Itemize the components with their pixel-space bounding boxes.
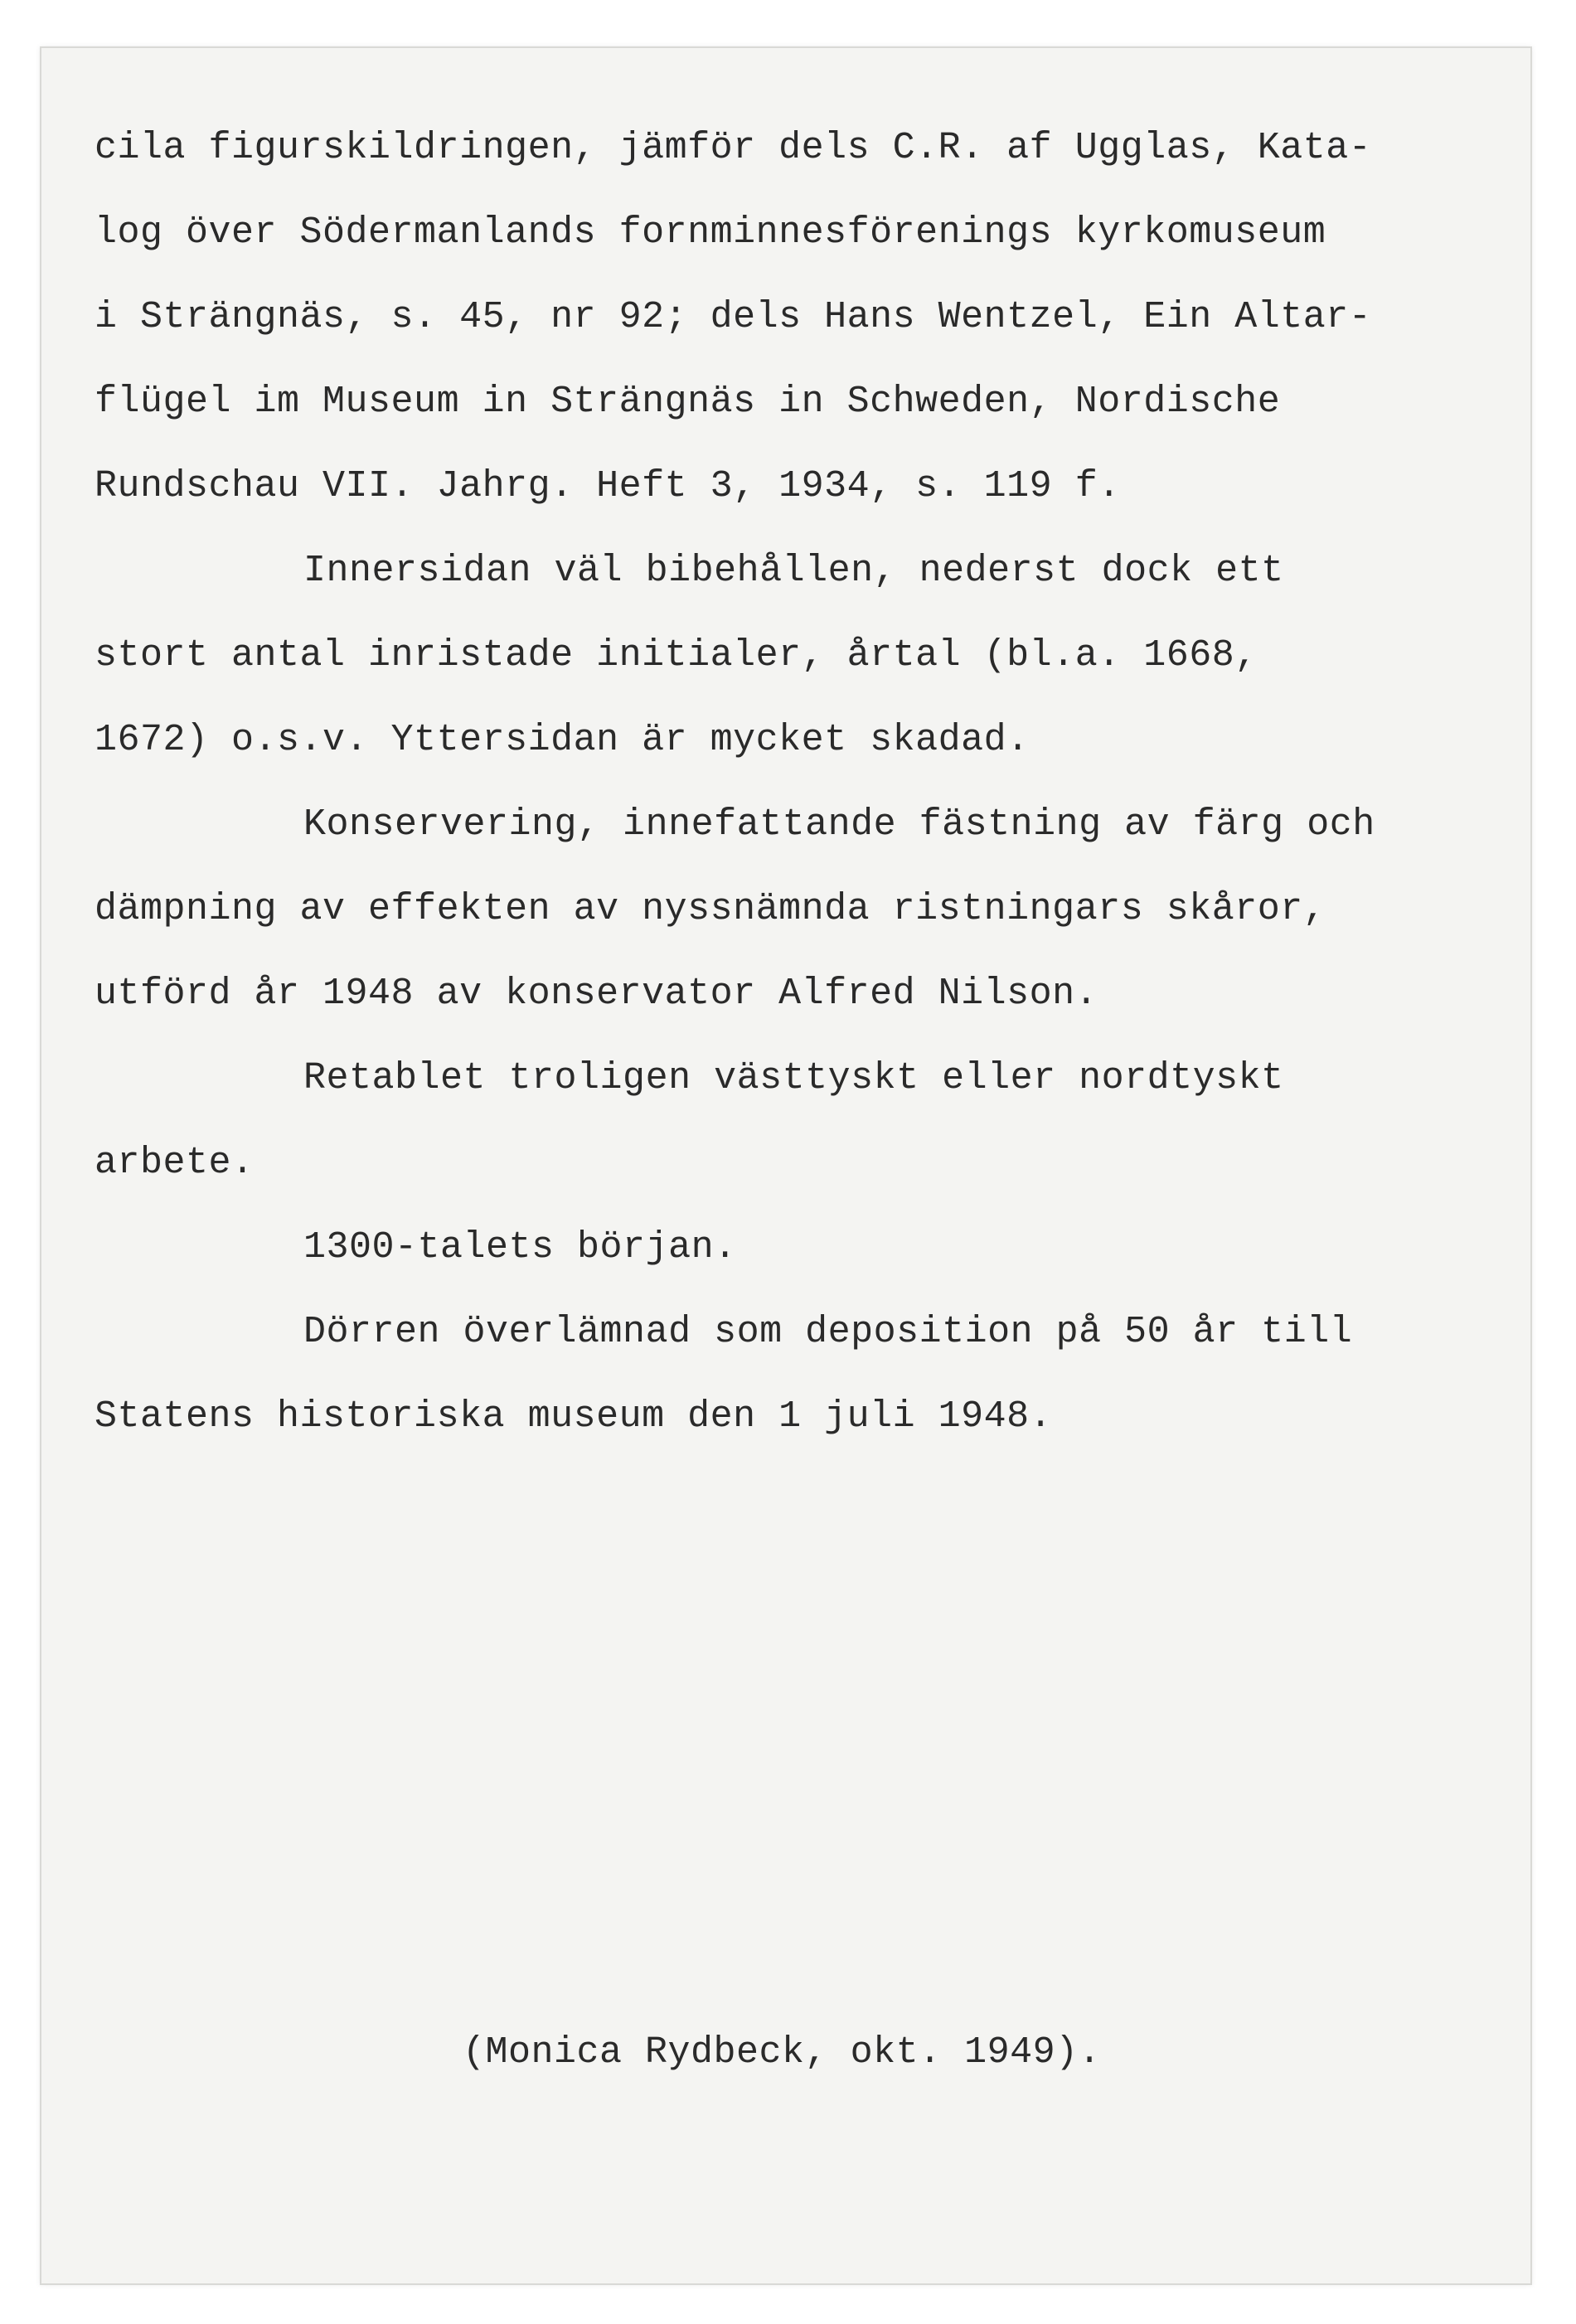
- text-line: cila figurskildringen, jämför dels C.R. af Ugglas, Kata-: [95, 127, 1372, 169]
- text-line: Konservering, innefattande fästning av färg och: [303, 803, 1375, 846]
- text-line: 1672) o.s.v. Yttersidan är mycket skadad.: [95, 719, 1030, 761]
- text-line: utförd år 1948 av konservator Alfred Nilson.: [95, 973, 1098, 1015]
- text-line: stort antal inristade initialer, årtal (bl.a. 1668,: [95, 634, 1258, 677]
- signature-line: (Monica Rydbeck, okt. 1949).: [463, 2031, 1102, 2074]
- text-line: dämpning av effekten av nyssnämnda ristningars skåror,: [95, 888, 1326, 930]
- text-line: log över Södermanlands fornminnesförenings kyrkomuseum: [95, 211, 1326, 254]
- text-line: Dörren överlämnad som deposition på 50 år till: [303, 1311, 1353, 1353]
- text-line: arbete.: [95, 1142, 255, 1184]
- text-line: Retablet troligen västtyskt eller nordtyskt: [303, 1057, 1284, 1099]
- text-line: i Strängnäs, s. 45, nr 92; dels Hans Wentzel, Ein Altar-: [95, 296, 1372, 338]
- text-line: flügel im Museum in Strängnäs in Schweden, Nordische: [95, 381, 1281, 423]
- text-line: 1300-talets början.: [303, 1226, 737, 1269]
- text-line: Innersidan väl bibehållen, nederst dock ett: [303, 550, 1284, 592]
- text-line: Statens historiska museum den 1 juli 1948.: [95, 1395, 1053, 1438]
- document-page: [40, 46, 1532, 2285]
- text-line: Rundschau VII. Jahrg. Heft 3, 1934, s. 119 f.: [95, 465, 1121, 507]
